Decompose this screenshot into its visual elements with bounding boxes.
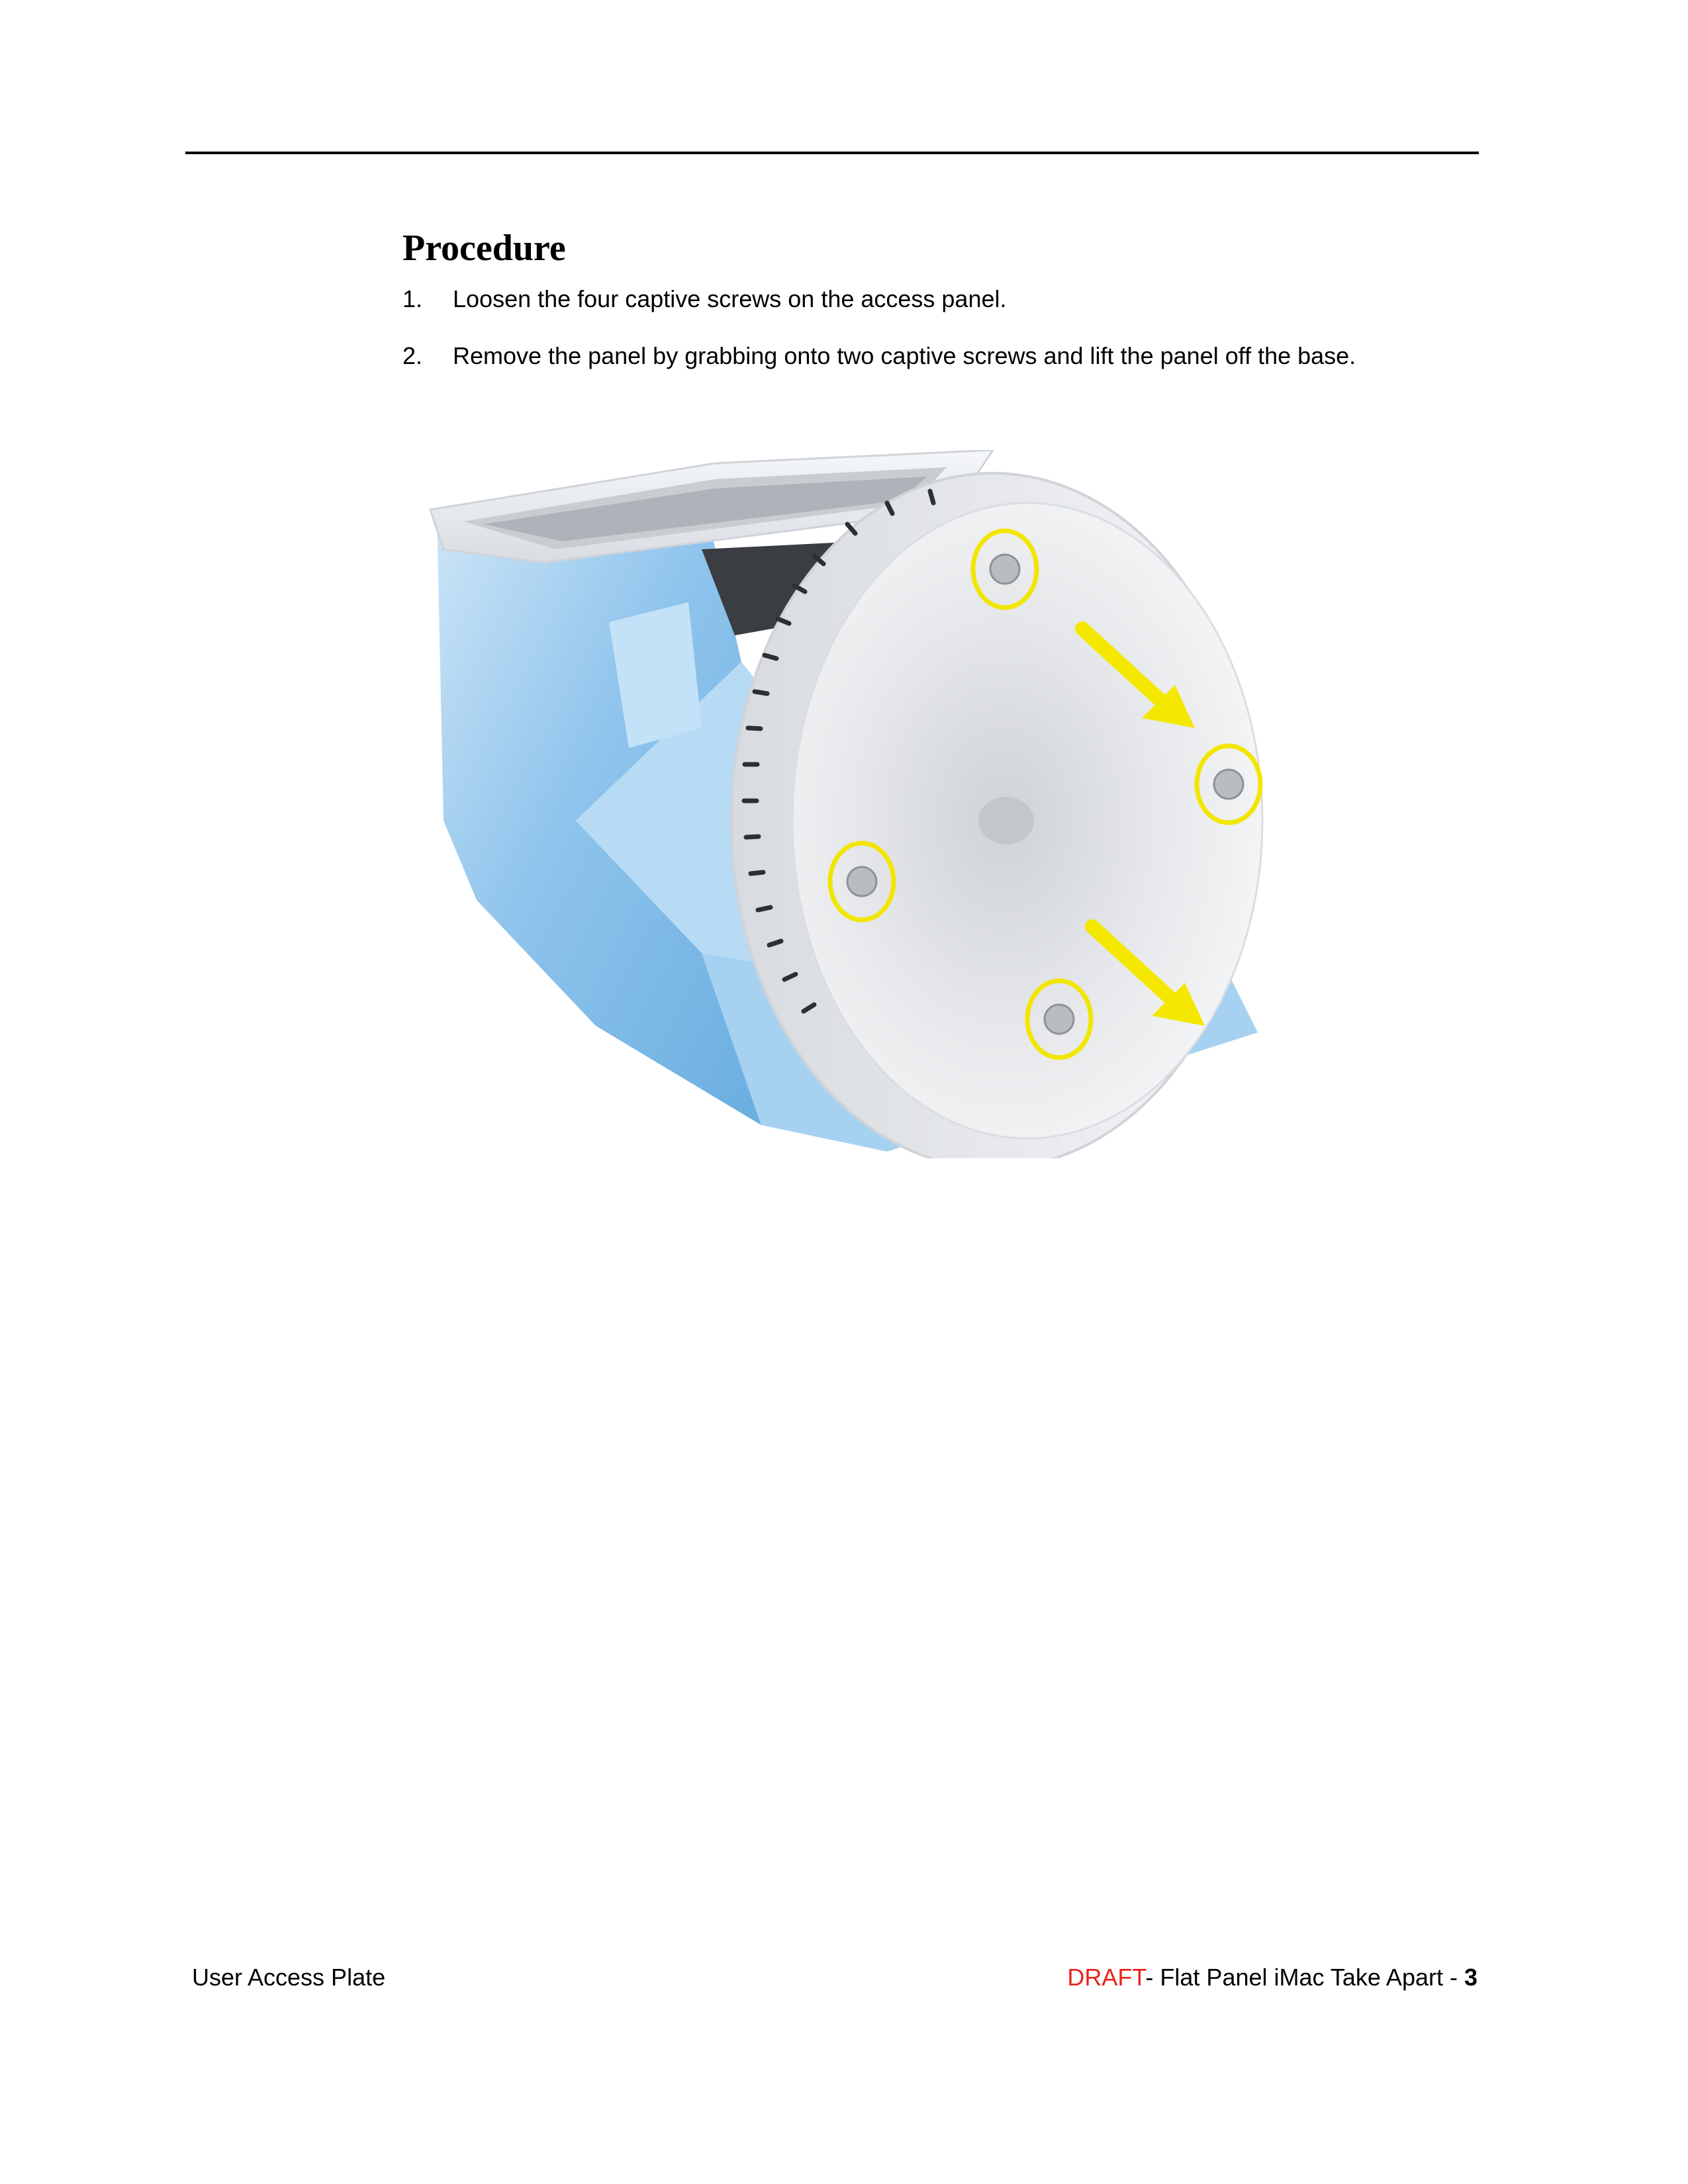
imac-access-panel-figure [424, 450, 1311, 1158]
page-number: 3 [1464, 1964, 1477, 1991]
procedure-steps [402, 285, 1488, 398]
header-rule [185, 152, 1479, 154]
footer-doc-title [1067, 1963, 1477, 1992]
step-number: 1. [402, 285, 423, 312]
center-logo [978, 797, 1034, 844]
step-text: Remove the panel by grabbing onto two captive screws and lift the panel off the base. [453, 342, 1356, 369]
section-heading: Procedure [402, 228, 566, 269]
step-item [402, 341, 1488, 371]
footer-separator: - [1145, 1964, 1160, 1991]
step-number: 2. [402, 342, 423, 369]
draft-label: DRAFT [1067, 1964, 1146, 1991]
footer-title: Flat Panel iMac Take Apart - [1160, 1964, 1464, 1991]
step-text: Loosen the four captive screws on the access panel. [453, 285, 1007, 312]
footer-section-title: User Access Plate [192, 1964, 386, 1991]
step-item [402, 285, 1488, 314]
